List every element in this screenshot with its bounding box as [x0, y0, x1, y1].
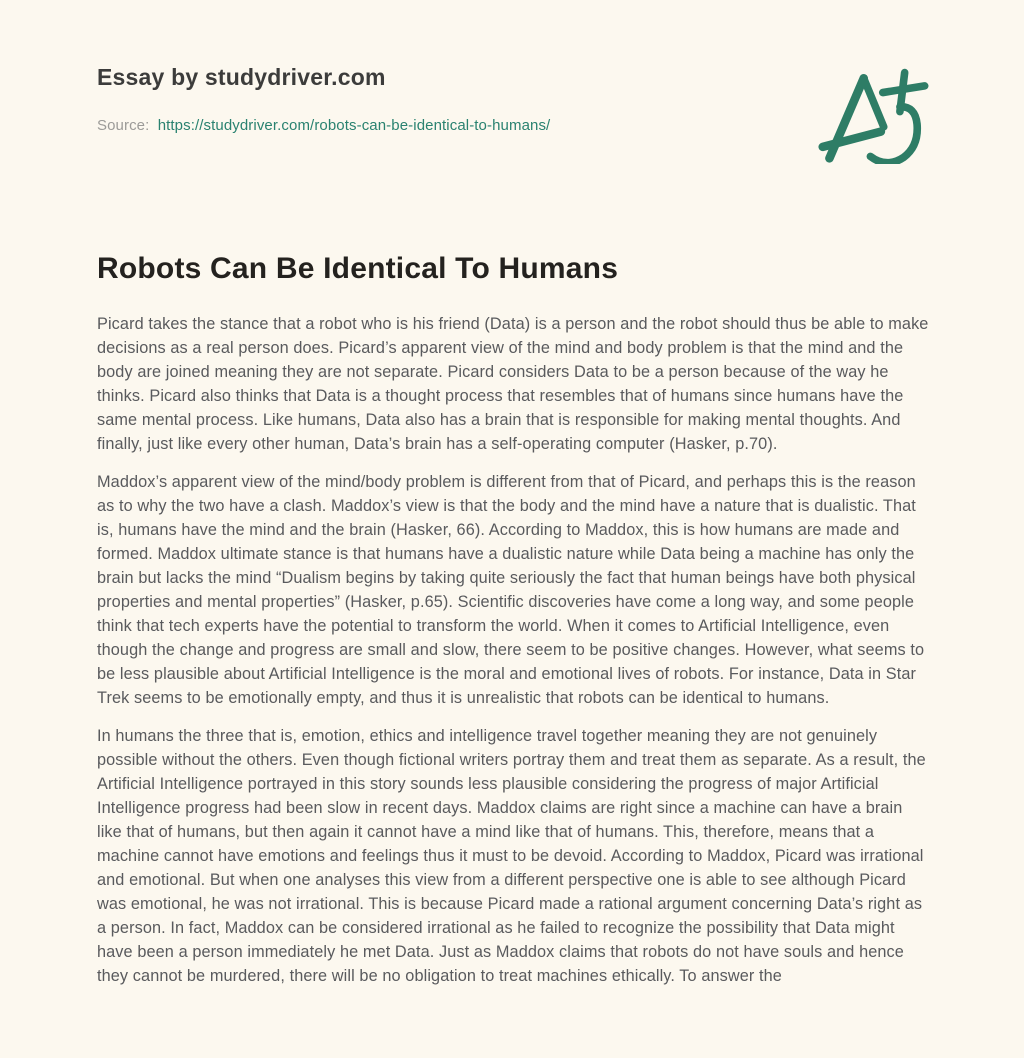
- essay-paragraph: Picard takes the stance that a robot who is his friend (Data) is a person and the robot should thus be able to make decisions as a real person does. Picard’s apparent view of the mind and body problem is that the mind and the body are joined meaning they are not separate. Picard considers Data to be a person because of the way he thinks. Picard also thinks that Data is a thought process that resembles that of humans since humans have the same mental process. Like humans, Data also has a brain that is responsible for making mental thoughts. And finally, just like every other human, Data’s brain has a self-operating computer (Hasker, p.70).: [97, 315, 929, 453]
- a-plus-logo-icon: [814, 64, 942, 164]
- essay-paragraph: Maddox’s apparent view of the mind/body problem is different from that of Picard, and perhaps this is the reason as to why the two have a clash. Maddox’s view is that the body and the mind have a nature that is dualistic. That is, humans have the mind and the brain (Hasker, 66). According to Maddox, this is how humans are made and formed. Maddox ultimate stance is that humans have a dualistic nature while Data being a machine has only the brain but lacks the mind “Dualism begins by taking quite seriously the fact that human beings have both physical properties and mental properties” (Hasker, p.65). Scientific discoveries have come a long way, and some people think that tech experts have the potential to transform the world. When it comes to Artificial Intelligence, even though the change and progress are small and slow, there seem to be positive changes. However, what seems to be less plausible about Artificial Intelligence is the moral and emotional lives of robots. For instance, Data in Star Trek seems to be emotionally empty, and thus it is unrealistic that robots can be identical to humans.: [97, 473, 925, 707]
- essay-paragraph: In humans the three that is, emotion, ethics and intelligence travel together meaning they are not genuinely possible without the others. Even though fictional writers portray them and treat them as separate. As a result, the Artificial Intelligence portrayed in this story sounds less plausible considering the progress of major Artificial Intelligence progress had been slow in recent days. Maddox claims are right since a machine can have a brain like that of humans, but then again it cannot have a mind like that of humans. This, therefore, means that a machine cannot have emotions and feelings thus it must to be devoid. According to Maddox, Picard was irrational and emotional. But when one analyses this view from a different perspective one is able to see although Picard was emotional, he was not irrational. This is because Picard made a rational argument concerning Data’s right as a person. In fact, Maddox can be considered irrational as he failed to recognize the possibility that Data might have been a person immediately he met Data. Just as Maddox claims that robots do not have souls and hence they cannot be murdered, there will be no obligation to treat machines ethically. To answer the: [97, 727, 926, 985]
- source-url-link[interactable]: https://studydriver.com/robots-can-be-identical-to-humans/: [157, 117, 551, 134]
- essay-title: Robots Can Be Identical To Humans: [97, 252, 619, 285]
- source-label: Source:: [97, 117, 150, 134]
- essay-content: [97, 252, 927, 988]
- page-header: [97, 64, 927, 134]
- source-line: [97, 117, 927, 134]
- byline: Essay by studydriver.com: [97, 64, 386, 90]
- essay-body: [97, 312, 929, 988]
